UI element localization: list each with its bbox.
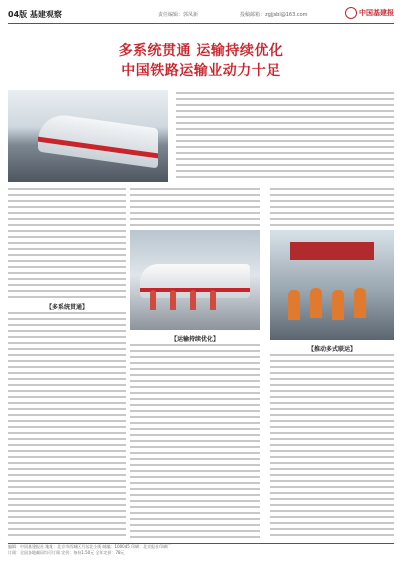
worker-icon <box>310 288 322 318</box>
editor-credit: 责任编辑：郭凤新 <box>158 12 199 18</box>
headline-line-1: 多系统贯通 运输持续优化 <box>118 43 284 59</box>
crew-member-icon <box>190 290 196 310</box>
submission-email: 投稿邮箱：zgjjsbl@163.com <box>240 12 308 18</box>
footer-line-2: 订阅：全国各地邮局均可订阅 定价：每份1.50元 全年定价：78元 <box>8 550 125 555</box>
footer-line-1: 编辑：中国基建报社 地址：北京市西城区月坛北小街 邮编：100045 印刷：北京报社印刷厂 <box>8 544 172 549</box>
worker-icon <box>288 290 300 320</box>
page-label: 04版 基建观察 <box>8 10 62 19</box>
logo-text: 中国基建报 <box>359 9 394 17</box>
newspaper-logo <box>345 7 394 19</box>
article-column-top-right <box>176 92 394 182</box>
article-column-left-2 <box>8 312 126 540</box>
article-column-right <box>270 354 394 540</box>
banner-board <box>290 242 374 260</box>
page-footer <box>8 543 394 557</box>
page-header <box>8 6 394 24</box>
crew-member-icon <box>150 290 156 310</box>
headline-line-2: 中国铁路运输业动力十足 <box>121 63 281 79</box>
section-caption-mid: 【运输持续优化】 <box>170 336 219 343</box>
crew-member-icon <box>210 290 216 310</box>
mid-photo-train-crew <box>130 230 260 330</box>
logo-mark-icon <box>345 7 357 19</box>
worker-icon <box>332 290 344 320</box>
section-caption-left: 【多系统贯通】 <box>45 304 88 311</box>
main-photo-high-speed-train <box>8 90 168 182</box>
article-column-left-1 <box>8 188 126 298</box>
worker-icon <box>354 288 366 318</box>
section-caption-right: 【推动多式联运】 <box>307 346 356 353</box>
article-column-right-top <box>270 188 394 226</box>
right-photo-logistics-workers <box>270 230 394 340</box>
crew-member-icon <box>170 290 176 310</box>
article-column-mid <box>130 344 260 540</box>
article-column-mid-top <box>130 188 260 226</box>
